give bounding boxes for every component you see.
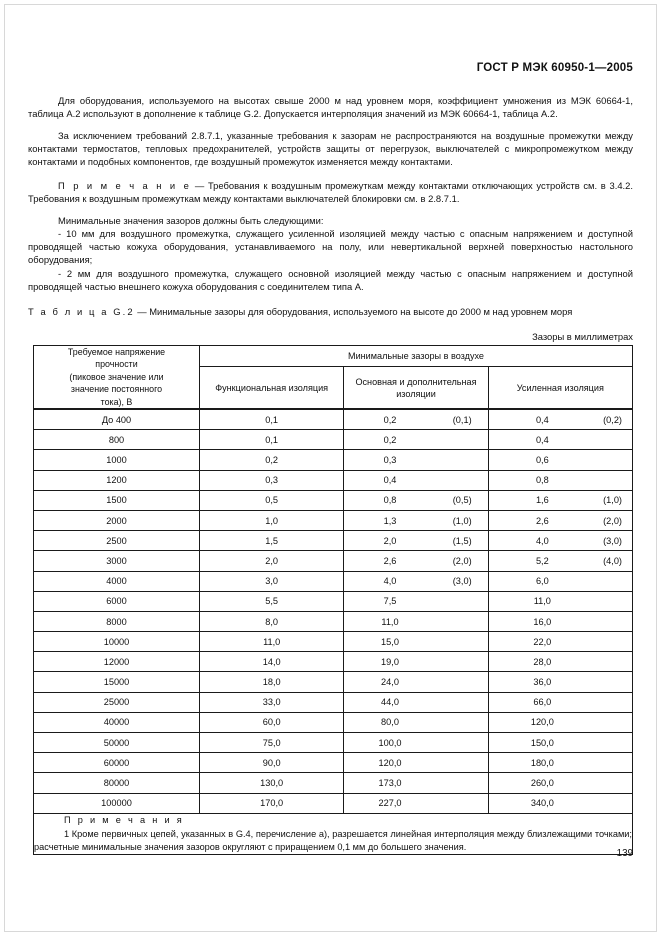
header-basic-supplementary-insulation bbox=[344, 367, 488, 410]
cell-reinforced bbox=[488, 531, 632, 551]
notes-item-1: 1 Кроме первичных цепей, указанных в G.4, перечисление а), разрешается линейная интерполяция между близлежащими точками; расчетные минимальные значения зазоров округляют с приращением 0,1 мм до большего значения. bbox=[34, 828, 632, 852]
body-text-block bbox=[28, 94, 633, 293]
table-row bbox=[34, 632, 633, 652]
cell-functional-value: 18,0 bbox=[262, 677, 281, 688]
cell-voltage: 4000 bbox=[34, 571, 200, 591]
cell-voltage: 10000 bbox=[34, 632, 200, 652]
cell-basic bbox=[344, 632, 488, 652]
cell-basic-value: 24,0 bbox=[381, 677, 399, 688]
cell-basic-value: 19,0 bbox=[381, 656, 399, 667]
cell-basic bbox=[344, 531, 488, 551]
header-voltage-line-2: прочности bbox=[95, 359, 138, 370]
cell-reinforced bbox=[488, 510, 632, 530]
table-row bbox=[34, 409, 633, 430]
table-row bbox=[34, 793, 633, 813]
cell-reinforced-value: 0,4 bbox=[535, 434, 549, 445]
cell-reinforced bbox=[488, 409, 632, 430]
table-row bbox=[34, 733, 633, 753]
header-voltage-line-1: Требуемое напряжение bbox=[67, 347, 166, 357]
cell-functional-value: 0,2 bbox=[265, 455, 279, 465]
table-row bbox=[34, 753, 633, 773]
cell-functional-value: 0,3 bbox=[265, 475, 279, 486]
paragraph-altitude-multiplier: Для оборудования, используемого на высотах свыше 2000 м над уровнем моря, коэффициент умножения из МЭК 60664-1, таблица А.2 используют в дополнение к таблице G.2. Допускается интерполяция значений из МЭК 60664-1, таблица А.2. bbox=[28, 95, 633, 120]
cell-reinforced-value: 0,6 bbox=[535, 455, 549, 465]
cell-basic-value: 44,0 bbox=[381, 697, 399, 708]
cell-basic-value: 0,8 bbox=[383, 495, 397, 506]
cell-reinforced bbox=[488, 773, 632, 793]
cell-reinforced bbox=[488, 611, 632, 631]
cell-basic bbox=[344, 551, 488, 571]
cell-reinforced-value: 22,0 bbox=[533, 636, 552, 647]
cell-basic-value: 4,0 bbox=[383, 576, 397, 587]
table-caption-label: Т а б л и ц а G.2 bbox=[28, 306, 135, 317]
cell-reinforced-value: 4,0 bbox=[535, 535, 549, 546]
cell-reinforced bbox=[488, 733, 632, 753]
table-notes-cell bbox=[34, 813, 633, 854]
cell-basic-value: 2,0 bbox=[383, 535, 397, 546]
table-notes-row bbox=[34, 813, 633, 854]
paragraph-note-clearances bbox=[28, 179, 633, 205]
cell-voltage: 1000 bbox=[34, 450, 200, 470]
paragraph-minimum-values-intro: Минимальные значения зазоров должны быть следующими: bbox=[58, 215, 324, 227]
cell-voltage: 2000 bbox=[34, 510, 200, 530]
header-group-min-clearances: Минимальные зазоры в воздухе bbox=[200, 346, 633, 367]
cell-reinforced bbox=[488, 450, 632, 470]
cell-functional-value: 0,1 bbox=[265, 434, 279, 445]
table-footer bbox=[34, 813, 633, 854]
cell-basic-paren-value: (2,0) bbox=[452, 555, 472, 566]
cell-functional-value: 1,5 bbox=[265, 535, 279, 546]
cell-basic-value: 0,2 bbox=[383, 414, 397, 425]
cell-reinforced-value: 260,0 bbox=[530, 778, 554, 788]
cell-basic bbox=[344, 773, 488, 793]
cell-functional-value: 0,1 bbox=[265, 414, 279, 425]
cell-reinforced-value: 2,6 bbox=[535, 515, 549, 526]
header-voltage-line-3: (пиковое значение или bbox=[69, 371, 164, 382]
cell-basic bbox=[344, 409, 488, 430]
cell-basic bbox=[344, 692, 488, 712]
table-caption-text: — Минимальные зазоры для оборудования, используемого на высоте до 2000 м над уровнем моря bbox=[134, 306, 573, 317]
cell-reinforced-value: 120,0 bbox=[530, 717, 554, 728]
cell-reinforced bbox=[488, 430, 632, 450]
cell-reinforced-value: 28,0 bbox=[533, 656, 552, 667]
cell-reinforced-value: 0,4 bbox=[535, 414, 549, 425]
cell-basic-value: 227,0 bbox=[378, 798, 402, 809]
cell-functional-value: 60,0 bbox=[262, 717, 281, 728]
header-basic-line-2: изоляции bbox=[396, 388, 436, 399]
cell-reinforced bbox=[488, 571, 632, 591]
cell-functional-value: 1,0 bbox=[265, 515, 279, 526]
cell-functional-value: 3,0 bbox=[265, 576, 279, 587]
cell-basic bbox=[344, 611, 488, 631]
cell-voltage: 100000 bbox=[34, 793, 200, 813]
cell-reinforced-paren-value: (2,0) bbox=[603, 515, 622, 526]
cell-reinforced bbox=[488, 551, 632, 571]
cell-basic-value: 0,2 bbox=[383, 434, 397, 445]
cell-basic bbox=[344, 712, 488, 732]
note-label: П р и м е ч а н и е bbox=[58, 179, 192, 191]
cell-basic-value: 120,0 bbox=[378, 757, 402, 768]
table-units-note: Зазоры в миллиметрах bbox=[532, 331, 633, 342]
cell-reinforced-value: 6,0 bbox=[535, 576, 549, 587]
cell-basic-paren-value: (0,5) bbox=[452, 495, 472, 506]
cell-basic-value: 1,3 bbox=[383, 515, 397, 526]
cell-basic-value: 0,3 bbox=[383, 455, 397, 465]
cell-basic-value: 80,0 bbox=[381, 717, 399, 728]
cell-reinforced-value: 36,0 bbox=[533, 677, 552, 688]
table-row bbox=[34, 470, 633, 490]
table-row bbox=[34, 591, 633, 611]
paragraph-bullet-2mm: - 2 мм для воздушного промежутка, служащего основной изоляцией между частью с опасным напряжением и доступной проводящей частью внешнего кожуха оборудования с соединителем типа А. bbox=[28, 267, 633, 292]
cell-basic bbox=[344, 571, 488, 591]
cell-basic-paren-value: (3,0) bbox=[452, 576, 472, 587]
table-row bbox=[34, 450, 633, 470]
header-voltage bbox=[34, 346, 200, 410]
paragraph-bullet-10mm: - 10 мм для воздушного промежутка, служащего усиленной изоляцией между частью с опасным напряжением и доступной проводящей частью кожуха оборудования, устанавливаемого на полу, или невертикальной верхней поверхностью настольного оборудования; bbox=[28, 228, 633, 266]
paragraph-exception-requirements: За исключением требований 2.8.7.1, указанные требования к зазорам не распространяются на воздушные промежутки между контактами термостатов, тепловых предохранителей, устройств защиты от перегрузок, выключателей с микропромежутком между контактами и подобных компонентов, где воздушный промежуток изменяется между контактами. bbox=[28, 130, 633, 168]
cell-voltage: 80000 bbox=[34, 773, 200, 793]
cell-basic-paren-value: (1,0) bbox=[452, 515, 472, 526]
cell-reinforced-value: 66,0 bbox=[533, 697, 552, 708]
table-row bbox=[34, 692, 633, 712]
cell-voltage: 40000 bbox=[34, 712, 200, 732]
cell-voltage: До 400 bbox=[34, 409, 200, 430]
cell-reinforced-value: 180,0 bbox=[530, 757, 554, 768]
header-basic-line-1: Основная и дополнительная bbox=[355, 376, 477, 387]
cell-voltage: 8000 bbox=[34, 611, 200, 631]
cell-reinforced-value: 11,0 bbox=[533, 596, 551, 607]
cell-basic-value: 2,6 bbox=[383, 555, 397, 566]
cell-voltage: 50000 bbox=[34, 733, 200, 753]
table-row bbox=[34, 490, 633, 510]
cell-functional-value: 2,0 bbox=[265, 555, 279, 566]
table-header-row-1 bbox=[34, 346, 633, 367]
cell-reinforced bbox=[488, 652, 632, 672]
cell-reinforced bbox=[488, 591, 632, 611]
cell-reinforced bbox=[488, 490, 632, 510]
cell-basic bbox=[344, 672, 488, 692]
cell-functional-value: 170,0 bbox=[260, 798, 284, 809]
table-row bbox=[34, 611, 633, 631]
cell-reinforced bbox=[488, 672, 632, 692]
cell-functional-value: 8,0 bbox=[265, 616, 279, 627]
cell-basic bbox=[344, 591, 488, 611]
cell-voltage: 60000 bbox=[34, 753, 200, 773]
cell-voltage: 3000 bbox=[34, 551, 200, 571]
cell-reinforced-value: 5,2 bbox=[535, 555, 549, 566]
table-row bbox=[34, 510, 633, 530]
cell-basic-value: 11,0 bbox=[381, 616, 399, 627]
cell-basic-value: 0,4 bbox=[383, 475, 397, 486]
cell-reinforced-value: 150,0 bbox=[530, 737, 554, 748]
clearances-table bbox=[33, 345, 633, 855]
cell-reinforced-paren-value: (4,0) bbox=[603, 555, 622, 566]
page-number: 139 bbox=[616, 848, 633, 859]
cell-basic bbox=[344, 510, 488, 530]
table-row bbox=[34, 712, 633, 732]
cell-basic bbox=[344, 450, 488, 470]
standard-identifier: ГОСТ Р МЭК 60950-1—2005 bbox=[476, 62, 633, 74]
cell-voltage: 12000 bbox=[34, 652, 200, 672]
cell-functional-value: 90,0 bbox=[262, 757, 281, 768]
cell-reinforced-value: 1,6 bbox=[535, 495, 549, 506]
cell-voltage: 1500 bbox=[34, 490, 200, 510]
header-reinforced-insulation: Усиленная изоляция bbox=[488, 367, 632, 410]
notes-title: П р и м е ч а н и я bbox=[64, 814, 185, 825]
cell-functional-value: 11,0 bbox=[263, 636, 281, 647]
cell-voltage: 800 bbox=[34, 430, 200, 450]
cell-voltage: 1200 bbox=[34, 470, 200, 490]
cell-basic-value: 173,0 bbox=[378, 778, 402, 788]
cell-functional-value: 33,0 bbox=[262, 697, 281, 708]
cell-reinforced-value: 16,0 bbox=[533, 616, 552, 627]
cell-reinforced bbox=[488, 753, 632, 773]
cell-basic-value: 7,5 bbox=[383, 596, 397, 607]
cell-basic-paren-value: (0,1) bbox=[452, 414, 472, 425]
cell-functional-value: 5,5 bbox=[265, 596, 279, 607]
header-functional-insulation: Функциональная изоляция bbox=[200, 367, 344, 410]
header-voltage-line-4: значение постоянного bbox=[70, 384, 163, 395]
cell-reinforced bbox=[488, 692, 632, 712]
table-caption bbox=[28, 305, 633, 318]
cell-basic bbox=[344, 793, 488, 813]
table-body bbox=[34, 409, 633, 813]
table-row bbox=[34, 652, 633, 672]
table-row bbox=[34, 571, 633, 591]
cell-functional-value: 75,0 bbox=[262, 737, 281, 748]
cell-reinforced-paren-value: (1,0) bbox=[603, 495, 622, 506]
cell-reinforced bbox=[488, 632, 632, 652]
table-row bbox=[34, 531, 633, 551]
table-row bbox=[34, 430, 633, 450]
cell-reinforced bbox=[488, 712, 632, 732]
cell-reinforced-value: 0,8 bbox=[535, 475, 549, 486]
cell-basic-paren-value: (1,5) bbox=[452, 535, 472, 546]
cell-basic bbox=[344, 470, 488, 490]
table-header bbox=[34, 346, 633, 410]
table-row bbox=[34, 672, 633, 692]
note-text: — Требования к воздушным промежуткам между контактами отключающих устройств см. в 3.4.2. Требования к воздушным промежуткам между контактами выключателей блокировки см. в 2.8.7.1. bbox=[28, 179, 633, 205]
cell-reinforced-paren-value: (3,0) bbox=[603, 535, 622, 546]
cell-functional-value: 14,0 bbox=[262, 656, 281, 667]
cell-voltage: 2500 bbox=[34, 531, 200, 551]
table-row bbox=[34, 551, 633, 571]
cell-functional-value: 130,0 bbox=[260, 778, 284, 788]
cell-reinforced-paren-value: (0,2) bbox=[603, 414, 622, 425]
cell-reinforced bbox=[488, 793, 632, 813]
cell-basic bbox=[344, 733, 488, 753]
cell-voltage: 15000 bbox=[34, 672, 200, 692]
cell-basic bbox=[344, 490, 488, 510]
cell-basic-value: 15,0 bbox=[381, 636, 399, 647]
header-voltage-line-5: тока), В bbox=[100, 396, 133, 407]
cell-voltage: 6000 bbox=[34, 591, 200, 611]
cell-basic-value: 100,0 bbox=[378, 737, 402, 748]
cell-basic bbox=[344, 652, 488, 672]
cell-basic bbox=[344, 430, 488, 450]
table-row bbox=[34, 773, 633, 793]
cell-reinforced bbox=[488, 470, 632, 490]
cell-functional-value: 0,5 bbox=[265, 495, 279, 506]
cell-voltage: 25000 bbox=[34, 692, 200, 712]
cell-reinforced-value: 340,0 bbox=[530, 798, 554, 809]
cell-basic bbox=[344, 753, 488, 773]
